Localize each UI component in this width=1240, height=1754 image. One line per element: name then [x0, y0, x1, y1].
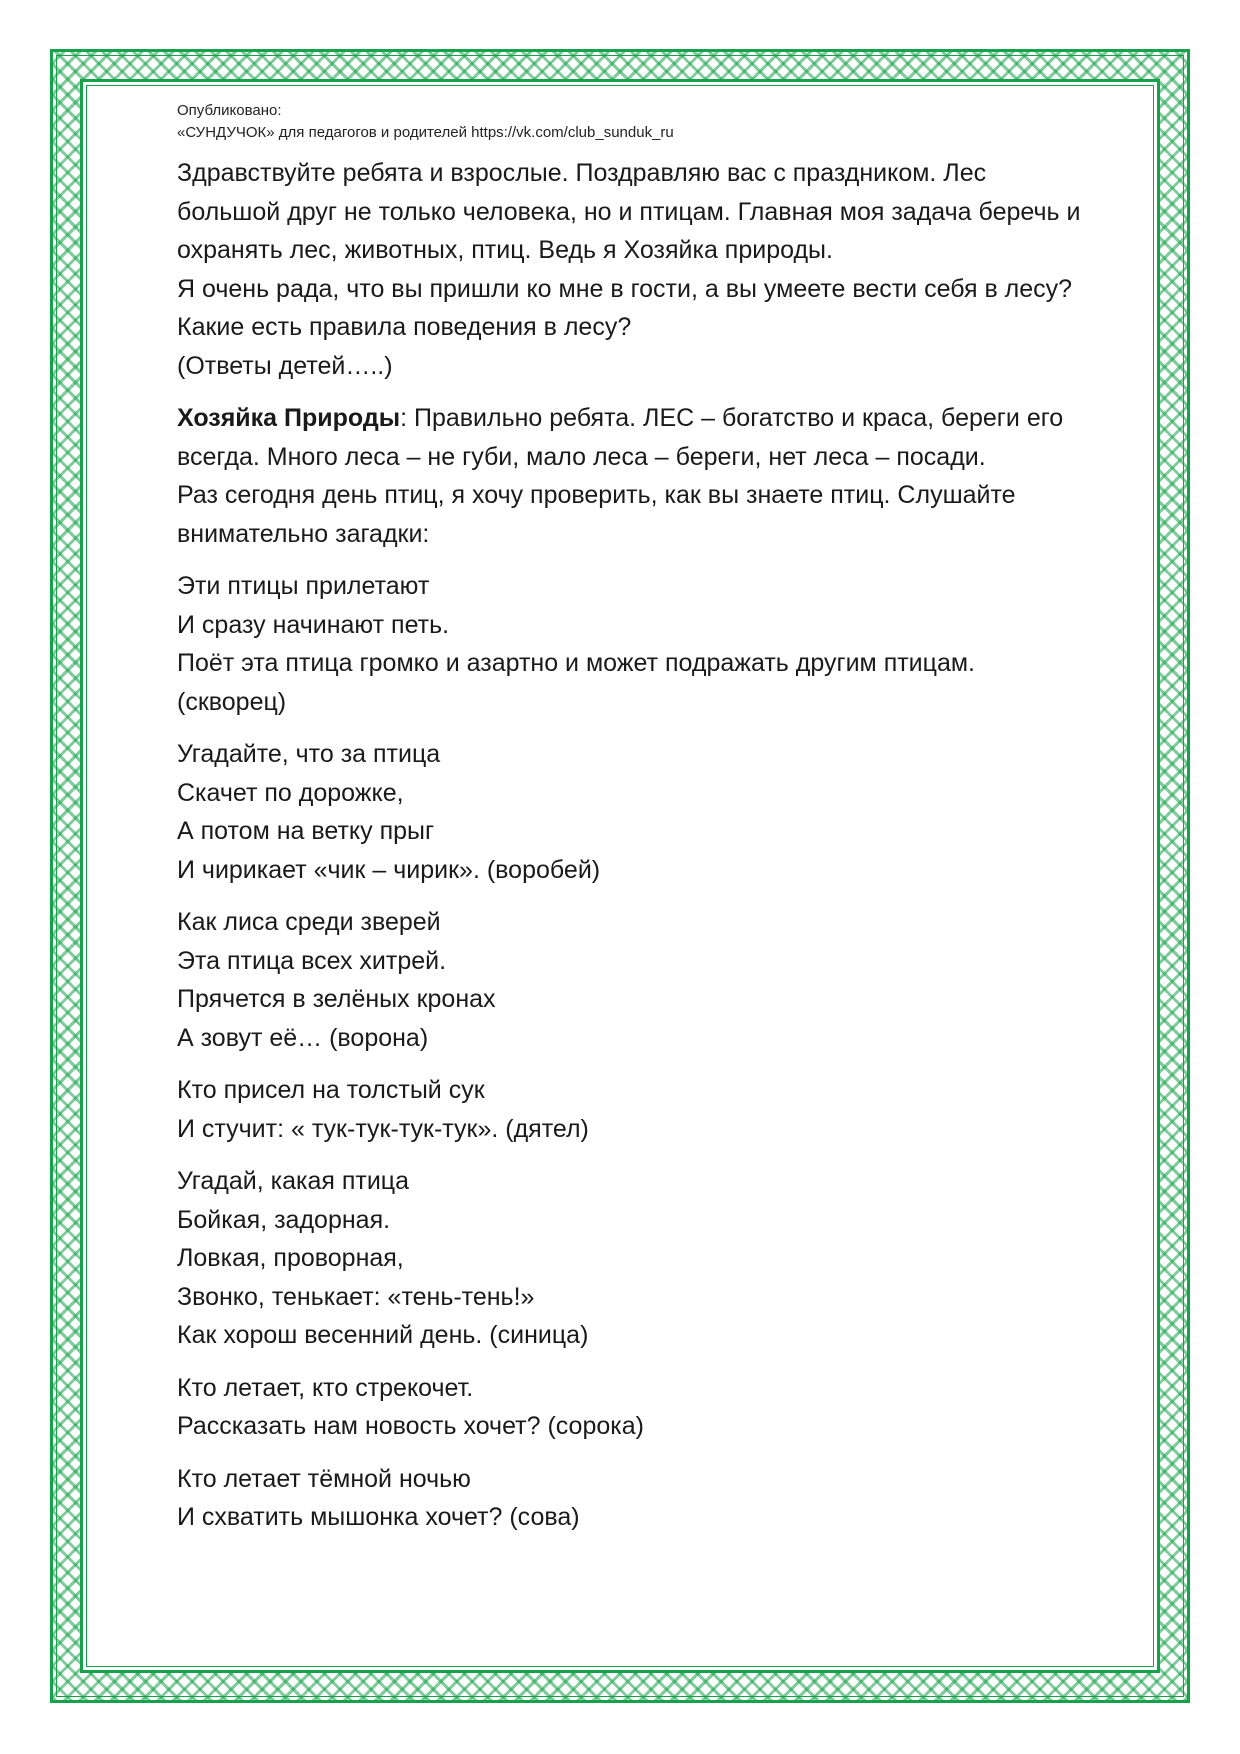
- text-line: Я очень рада, что вы пришли ко мне в гости, а вы умеете вести себя в лесу?: [177, 274, 1073, 303]
- riddle-line: Как лиса среди зверей: [177, 908, 441, 936]
- riddle-line: (скворец): [177, 687, 287, 716]
- speech-text: : Правильно ребята. ЛЕС – богатство и краса, береги его: [400, 404, 1064, 432]
- riddle-line: Поёт эта птица громко и азартно и может подражать другим птицам.: [177, 649, 975, 677]
- riddle-line: И сразу начинают петь.: [177, 610, 450, 639]
- text-line: (Ответы детей…..): [177, 351, 393, 380]
- riddle-line: И схватить мышонка хочет? (сова): [177, 1503, 580, 1531]
- riddle-tit: [177, 1162, 1167, 1355]
- text-line: Здравствуйте ребята и взрослые. Поздравляю вас с праздником. Лес: [177, 159, 987, 187]
- text-line: внимательно загадки:: [177, 519, 430, 548]
- riddle-line: А зовут её… (ворона): [177, 1023, 429, 1052]
- text-line: Раз сегодня день птиц, я хочу проверить, как вы знаете птиц. Слушайте: [177, 481, 1016, 509]
- riddle-line: Угадай, какая птица: [177, 1167, 410, 1195]
- publication-note: [177, 100, 1167, 144]
- text-line: большой друг не только человека, но и птицам. Главная моя задача беречь и: [177, 197, 1081, 226]
- intro-paragraph: [177, 154, 1167, 385]
- published-label: Опубликовано:: [177, 102, 282, 119]
- speaker-name: Хозяйка Природы: [177, 404, 401, 432]
- riddle-line: Эта птица всех хитрей.: [177, 946, 447, 975]
- riddle-starling: [177, 567, 1167, 721]
- riddle-line: Кто летает, кто стрекочет.: [177, 1373, 474, 1402]
- riddle-magpie: [177, 1369, 1167, 1446]
- riddle-line: Кто летает тёмной ночью: [177, 1464, 471, 1493]
- riddle-line: Скачет по дорожке,: [177, 778, 404, 807]
- riddle-line: Прячется в зелёных кронах: [177, 985, 496, 1013]
- host-speech-paragraph: [177, 399, 1167, 553]
- riddle-line: А потом на ветку прыг: [177, 817, 435, 845]
- riddle-line: Рассказать нам новость хочет? (сорока): [177, 1412, 644, 1440]
- riddle-line: Бойкая, задорная.: [177, 1205, 391, 1234]
- riddle-line: И чирикает «чик – чирик». (воробей): [177, 855, 601, 884]
- riddle-line: Звонко, тенькает: «тень-тень!»: [177, 1282, 535, 1311]
- riddle-line: Угадайте, что за птица: [177, 740, 441, 768]
- text-line: охранять лес, животных, птиц. Ведь я Хозяйка природы.: [177, 236, 833, 264]
- riddle-line: Эти птицы прилетают: [177, 572, 430, 600]
- text-line: Какие есть правила поведения в лесу?: [177, 313, 632, 341]
- riddle-crow: [177, 903, 1167, 1057]
- riddle-woodpecker: [177, 1071, 1167, 1148]
- riddle-line: Кто присел на толстый сук: [177, 1076, 485, 1104]
- riddle-line: Ловкая, проворная,: [177, 1244, 404, 1272]
- riddle-owl: [177, 1460, 1167, 1537]
- text-line: всегда. Много леса – не губи, мало леса – береги, нет леса – посади.: [177, 442, 986, 471]
- source-line: «СУНДУЧОК» для педагогов и родителей https://vk.com/club_sunduk_ru: [177, 124, 674, 141]
- riddle-line: И стучит: « тук-тук-тук-тук». (дятел): [177, 1114, 589, 1143]
- riddle-line: Как хорош весенний день. (синица): [177, 1321, 589, 1349]
- speech-first-line: [177, 399, 1167, 438]
- riddle-sparrow: [177, 735, 1167, 889]
- document-body: [177, 100, 1167, 1551]
